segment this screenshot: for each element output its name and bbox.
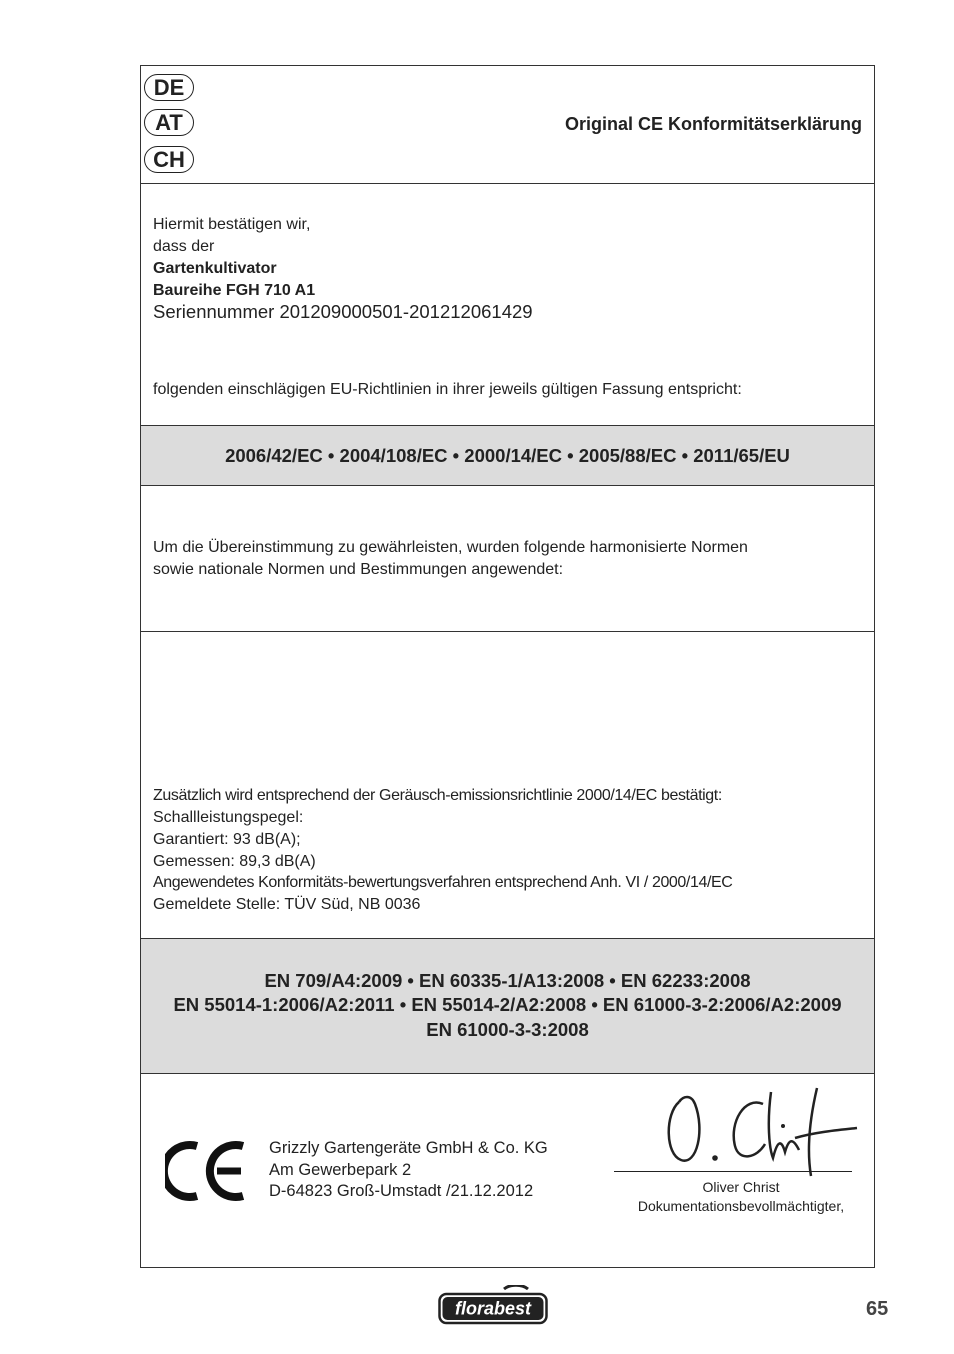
signer-role: Dokumentationsbevollmächtigter, [637, 1198, 845, 1214]
product-name: Gartenkultivator [153, 260, 277, 277]
standards-line-3: EN 61000-3-3:2008 [426, 1019, 589, 1040]
noise-guaranteed: Garantiert: 93 dB(A); [153, 831, 301, 848]
noise-line-2: Schallleistungspegel: [153, 809, 304, 826]
standards-line-1: EN 709/A4:2009 • EN 60335-1/A13:2008 • EN 62233:2008 [264, 970, 751, 991]
svg-text:florabest: florabest [454, 1298, 532, 1319]
country-badge-ch: CH [144, 146, 194, 173]
noise-line-1: Zusätzlich wird entsprechend der Geräusch-emissionsrichtlinie 2000/14/EC bestätigt: [153, 787, 722, 804]
company-street: Am Gewerbepark 2 [269, 1160, 412, 1179]
company-name: Grizzly Gartengeräte GmbH & Co. KG [269, 1139, 548, 1157]
page-number: 65 [866, 1298, 889, 1320]
directives-band [141, 426, 874, 486]
directives-intro: folgenden einschlägigen EU-Richtlinien in ihrer jeweils gültigen Fassung entspricht: [153, 381, 742, 398]
intro-line-2: dass der [153, 238, 215, 255]
intro-section [141, 184, 874, 426]
intro-line-1: Hiermit bestätigen wir, [153, 216, 311, 233]
directives-list: 2006/42/EC • 2004/108/EC • 2000/14/EC • 2005/88/EC • 2011/65/EU [225, 445, 790, 466]
signature-line [614, 1171, 852, 1172]
standards-intro-line-2: sowie nationale Normen und Bestimmungen angewendet: [153, 561, 564, 578]
company-address [269, 1138, 548, 1203]
standards-line-2: EN 55014-1:2006/A2:2011 • EN 55014-2/A2:2008 • EN 61000-3-2:2006/A2:2009 [173, 994, 842, 1015]
noise-procedure: Angewendetes Konformitäts-bewertungsverfahren entsprechend Anh. VI / 2000/14/EC [153, 874, 733, 891]
noise-notified-body: Gemeldete Stelle: TÜV Süd, NB 0036 [153, 896, 421, 913]
signer-name: Oliver Christ [702, 1179, 780, 1195]
ce-mark-icon [165, 1140, 249, 1202]
standards-band [141, 939, 874, 1074]
product-series: Baureihe FGH 710 A1 [153, 282, 316, 299]
header-section [141, 66, 874, 184]
standards-intro-section [141, 486, 874, 632]
country-badge-at: AT [144, 109, 194, 136]
noise-measured: Gemessen: 89,3 dB(A) [153, 853, 316, 870]
florabest-logo [438, 1285, 548, 1325]
florabest-logo-icon [438, 1285, 548, 1325]
document-title: Original CE Konformitätserklärung [564, 114, 862, 134]
handwritten-signature [659, 1082, 859, 1182]
country-badge-de: DE [144, 74, 194, 101]
standards-intro-line-1: Um die Übereinstimmung zu gewährleisten, wurden folgende harmonisierte Normen [153, 539, 748, 556]
serial-number: Seriennummer 201209000501-201212061429 [153, 301, 533, 322]
company-city-date: D-64823 Groß-Umstadt /21.12.2012 [269, 1182, 534, 1200]
declaration-frame [140, 65, 875, 1268]
signer-block [611, 1178, 871, 1216]
noise-section [141, 632, 874, 939]
footer-section [141, 1074, 874, 1267]
